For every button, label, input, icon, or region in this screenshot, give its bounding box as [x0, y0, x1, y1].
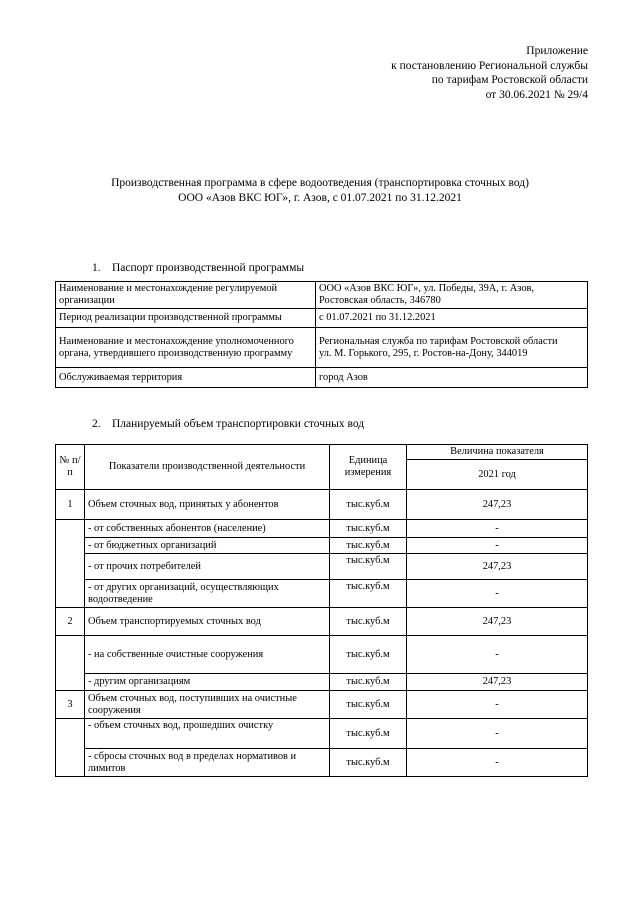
- section-number: 2.: [92, 418, 101, 430]
- row-unit: тыс.куб.м: [330, 691, 407, 719]
- table-row: [56, 490, 588, 520]
- row-name: - объем сточных вод, прошедших очистку: [85, 719, 330, 749]
- row-name: - другим организациям: [85, 674, 330, 691]
- row-value: -: [407, 749, 588, 777]
- row-num: [56, 520, 85, 608]
- passport-label: Обслуживаемая территория: [56, 368, 316, 388]
- passport-value-line: Региональная служба по тарифам Ростовской области: [319, 335, 558, 347]
- row-unit: тыс.куб.м: [330, 538, 407, 554]
- row-unit: тыс.куб.м: [330, 554, 407, 580]
- title-line-2: ООО «Азов ВКС ЮГ», г. Азов, с 01.07.2021 по 31.12.2021: [178, 191, 462, 204]
- row-num: 2: [56, 608, 85, 636]
- row-value: -: [407, 719, 588, 749]
- header-year: 2021 год: [407, 460, 588, 490]
- table-row: [56, 328, 588, 368]
- table-row: [56, 309, 588, 328]
- table-row: [56, 520, 588, 538]
- passport-label: Период реализации производственной программы: [56, 309, 316, 328]
- row-unit: тыс.куб.м: [330, 608, 407, 636]
- row-name: Объем сточных вод, поступивших на очистные сооружения: [85, 691, 330, 719]
- volume-table: [55, 444, 588, 777]
- section-title: Паспорт производственной программы: [112, 262, 305, 274]
- table-row: [56, 608, 588, 636]
- appendix-line: Приложение: [526, 45, 588, 57]
- table-row: [56, 538, 588, 554]
- row-unit: тыс.куб.м: [330, 520, 407, 538]
- row-unit: тыс.куб.м: [330, 674, 407, 691]
- row-unit: тыс.куб.м: [330, 749, 407, 777]
- row-unit: тыс.куб.м: [330, 636, 407, 674]
- table-row: [56, 719, 588, 749]
- appendix-line: по тарифам Ростовской области: [431, 74, 588, 86]
- header-row: [56, 445, 588, 460]
- row-name: - от прочих потребителей: [85, 554, 330, 580]
- row-name: Объем транспортируемых сточных вод: [85, 608, 330, 636]
- row-num: [56, 719, 85, 777]
- row-value: -: [407, 691, 588, 719]
- appendix-date-line: от 30.06.2021 № 29/4: [485, 88, 588, 101]
- row-unit: тыс.куб.м: [330, 490, 407, 520]
- row-name: - от бюджетных организаций: [85, 538, 330, 554]
- appendix-block: [391, 44, 588, 102]
- row-name: - сбросы сточных вод в пределах нормативов и лимитов: [85, 749, 330, 777]
- section-2-heading: [92, 417, 364, 431]
- title-line-1: Производственная программа в сфере водоотведения (транспортировка сточных вод): [111, 177, 529, 189]
- row-num: 3: [56, 691, 85, 719]
- document-title: [0, 176, 640, 205]
- row-value: -: [407, 538, 588, 554]
- row-unit: тыс.куб.м: [330, 719, 407, 749]
- appendix-line: к постановлению Региональной службы: [391, 59, 588, 72]
- header-indicator: Показатели производственной деятельности: [85, 445, 330, 490]
- table-row: [56, 554, 588, 580]
- section-1-heading: [92, 261, 304, 275]
- row-value: 247,23: [407, 554, 588, 580]
- passport-value: ООО «Азов ВКС ЮГ», ул. Победы, 39А, г. Азов, Ростовская область, 346780: [316, 282, 588, 309]
- row-value: -: [407, 520, 588, 538]
- passport-value-line: ул. М. Горького, 295, г. Ростов-на-Дону, 344019: [319, 347, 528, 359]
- row-num: 1: [56, 490, 85, 520]
- header-num: № п/п: [56, 445, 85, 490]
- passport-value: город Азов: [316, 368, 588, 388]
- passport-value: с 01.07.2021 по 31.12.2021: [316, 309, 588, 328]
- table-row: [56, 368, 588, 388]
- passport-table: [55, 281, 588, 388]
- row-name: - на собственные очистные сооружения: [85, 636, 330, 674]
- section-title: Планируемый объем транспортировки сточных вод: [112, 418, 365, 430]
- table-row: [56, 636, 588, 674]
- table-row: [56, 749, 588, 777]
- row-num: [56, 636, 85, 691]
- passport-value: [316, 328, 588, 368]
- row-name: Объем сточных вод, принятых у абонентов: [85, 490, 330, 520]
- section-number: 1.: [92, 262, 101, 274]
- passport-label: Наименование и местонахождение уполномоченного органа, утвердившего производственную программу: [56, 328, 316, 368]
- row-value: 247,23: [407, 608, 588, 636]
- row-unit: тыс.куб.м: [330, 580, 407, 608]
- row-value: -: [407, 636, 588, 674]
- table-row: [56, 580, 588, 608]
- row-value: -: [407, 580, 588, 608]
- row-name: - от других организаций, осуществляющих водоотведение: [85, 580, 330, 608]
- table-row: [56, 282, 588, 309]
- table-row: [56, 674, 588, 691]
- row-value: 247,23: [407, 490, 588, 520]
- header-unit: Единица измерения: [330, 445, 407, 490]
- header-value: Величина показателя: [407, 445, 588, 460]
- passport-label: Наименование и местонахождение регулируемой организации: [56, 282, 316, 309]
- row-name: - от собственных абонентов (население): [85, 520, 330, 538]
- table-row: [56, 691, 588, 719]
- row-value: 247,23: [407, 674, 588, 691]
